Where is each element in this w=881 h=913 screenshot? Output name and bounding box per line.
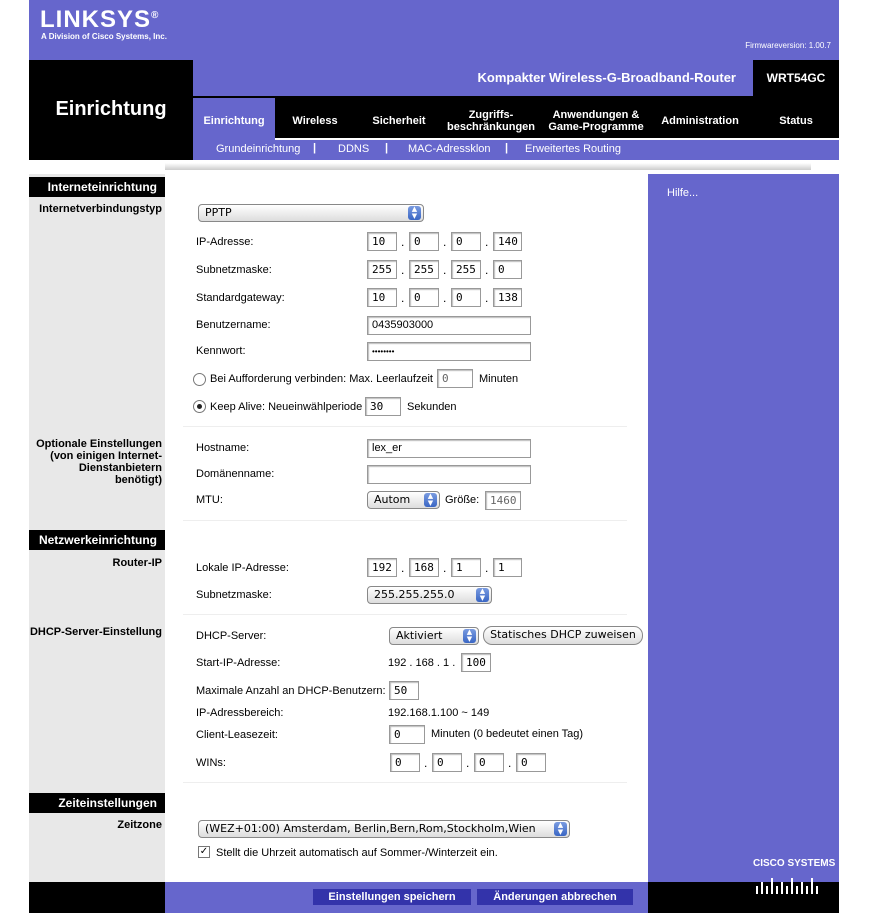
tab-einrichtung[interactable]: Einrichtung <box>203 115 265 127</box>
dhcp-server-select[interactable]: Aktiviert ▲ ▼ <box>389 627 479 645</box>
ip-octet-4[interactable]: 140 <box>493 232 522 251</box>
start-ip-label: Start-IP-Adresse: <box>196 657 281 669</box>
gw-octet-4[interactable]: 138 <box>493 288 522 307</box>
gateway-label: Standardgateway: <box>196 292 285 304</box>
cisco-bars-icon <box>756 872 822 896</box>
page-title: Einrichtung <box>55 98 167 120</box>
tab-anwendungen[interactable]: Anwendungen & Game-Programme <box>548 109 644 133</box>
dst-label: Stellt die Uhrzeit automatisch auf Sommer-/Winterzeit ein. <box>216 847 498 859</box>
mask-octet-1[interactable]: 255 <box>367 260 397 279</box>
wins-octet-3[interactable]: 0 <box>474 753 504 772</box>
gw-octet-1[interactable]: 10 <box>367 288 397 307</box>
local-ip-octet-2[interactable]: 168 <box>409 558 439 577</box>
mtu-size-input[interactable]: 1460 <box>485 491 521 510</box>
local-ip-label: Lokale IP-Adresse: <box>196 562 289 574</box>
divider <box>183 614 627 615</box>
on-demand-label: Bei Aufforderung verbinden: Max. Leerlaufzeit <box>210 373 433 385</box>
keep-alive-label: Keep Alive: Neueinwählperiode <box>210 401 363 413</box>
subtab-grundeinrichtung[interactable]: Grundeinrichtung <box>216 143 301 155</box>
footer-left <box>29 882 165 913</box>
divider <box>183 426 627 427</box>
dhcp-section-label: DHCP-Server-Einstellung <box>29 626 162 638</box>
tab-sicherheit[interactable]: Sicherheit <box>372 115 426 127</box>
max-users-label: Maximale Anzahl an DHCP-Benutzern: <box>196 685 386 697</box>
start-ip-last-octet[interactable]: 100 <box>461 653 491 672</box>
firmware-version: Firmwareversion: 1.00.7 <box>745 41 831 50</box>
mask-label: Subnetzmaske: <box>196 264 272 276</box>
chevron-updown-icon: ▲ ▼ <box>408 206 421 220</box>
local-ip-octet-4[interactable]: 1 <box>493 558 522 577</box>
dst-checkbox[interactable]: ✓ <box>199 846 209 857</box>
ip-label: IP-Adresse: <box>196 236 254 248</box>
left-column <box>29 174 165 882</box>
redial-period-unit: Sekunden <box>407 401 457 413</box>
gw-octet-2[interactable]: 0 <box>409 288 439 307</box>
wins-label: WINs: <box>196 757 226 769</box>
hostname-input[interactable]: lex_er <box>367 439 531 458</box>
model-name: WRT54GC <box>766 71 826 85</box>
mtu-label: MTU: <box>196 494 223 506</box>
local-mask-label: Subnetzmaske: <box>196 589 272 601</box>
conn-type-select[interactable]: PPTP ▲ ▼ <box>198 204 424 222</box>
save-button[interactable]: Einstellungen speichern <box>313 889 471 905</box>
domain-input[interactable] <box>367 465 531 484</box>
help-link[interactable]: Hilfe... <box>667 187 699 199</box>
ip-octet-2[interactable]: 0 <box>409 232 439 251</box>
subtab-divider: | <box>385 142 389 154</box>
timezone-label: Zeitzone <box>117 819 162 831</box>
lease-input[interactable]: 0 <box>389 725 425 744</box>
section-time-header: Zeiteinstellungen <box>29 793 165 813</box>
cisco-logo: CISCO SYSTEMS <box>753 858 836 869</box>
conn-type-label: Internetverbindungstyp <box>39 203 162 215</box>
lease-label: Client-Leasezeit: <box>196 729 278 741</box>
mask-octet-3[interactable]: 255 <box>451 260 481 279</box>
tab-status[interactable]: Status <box>779 115 813 127</box>
subtab-divider: | <box>313 142 317 154</box>
optional-settings-label: Optionale Einstellungen (von einigen Internet- Dienstanbietern benötigt) <box>36 438 162 486</box>
start-ip-prefix: 192 . 168 . 1 . <box>388 657 456 669</box>
brand-tagline: A Division of Cisco Systems, Inc. <box>41 32 167 41</box>
dhcp-server-label: DHCP-Server: <box>196 630 267 642</box>
product-name: Kompakter Wireless-G-Broadband-Router <box>477 70 736 85</box>
tab-wireless[interactable]: Wireless <box>292 115 338 127</box>
hostname-label: Hostname: <box>196 442 250 454</box>
router-ip-label: Router-IP <box>112 557 162 569</box>
local-mask-select[interactable]: 255.255.255.0 ▲ ▼ <box>367 586 492 604</box>
password-label: Kennwort: <box>196 345 246 357</box>
tab-administration[interactable]: Administration <box>661 115 739 127</box>
linksys-logo: LINKSYS® <box>40 6 160 33</box>
domain-label: Domänenname: <box>196 468 275 480</box>
chevron-updown-icon: ▲ ▼ <box>424 493 437 507</box>
timezone-select[interactable]: (WEZ+01:00) Amsterdam, Berlin,Bern,Rom,Stockholm,Wien ▲ ▼ <box>198 820 570 838</box>
subtab-mac[interactable]: MAC-Adressklon <box>408 143 491 155</box>
subtab-routing[interactable]: Erweitertes Routing <box>525 143 621 155</box>
ip-range-label: IP-Adressbereich: <box>196 707 284 719</box>
local-ip-octet-3[interactable]: 1 <box>451 558 481 577</box>
ip-octet-3[interactable]: 0 <box>451 232 481 251</box>
wins-octet-4[interactable]: 0 <box>516 753 546 772</box>
mask-octet-4[interactable]: 0 <box>493 260 522 279</box>
section-internet-header: Interneteinrichtung <box>29 177 165 197</box>
ip-range-value: 192.168.1.100 ~ 149 <box>388 707 490 719</box>
cancel-button[interactable]: Änderungen abbrechen <box>477 889 633 905</box>
shadow-strip <box>165 163 811 170</box>
static-dhcp-button[interactable]: Statisches DHCP zuweisen <box>483 626 643 645</box>
subtab-ddns[interactable]: DDNS <box>338 143 370 155</box>
section-network-header: Netzwerkeinrichtung <box>29 530 165 550</box>
chevron-updown-icon: ▲ ▼ <box>476 588 489 602</box>
divider <box>183 520 627 521</box>
username-label: Benutzername: <box>196 319 271 331</box>
help-column <box>648 174 839 882</box>
divider <box>183 782 627 783</box>
subtab-divider: | <box>505 142 509 154</box>
idle-time-input[interactable]: 0 <box>437 369 473 388</box>
lease-unit: Minuten (0 bedeutet einen Tag) <box>431 728 584 740</box>
chevron-updown-icon: ▲ ▼ <box>463 629 476 643</box>
size-label: Größe: <box>445 494 480 506</box>
chevron-updown-icon: ▲ ▼ <box>554 822 567 836</box>
redial-period-input[interactable]: 30 <box>365 397 401 416</box>
wins-octet-2[interactable]: 0 <box>432 753 462 772</box>
mask-octet-2[interactable]: 255 <box>409 260 439 279</box>
password-input[interactable]: •••••••• <box>367 342 531 361</box>
gw-octet-3[interactable]: 0 <box>451 288 481 307</box>
local-ip-octet-1[interactable]: 192 <box>367 558 397 577</box>
tab-zugriff[interactable]: Zugriffs- beschränkungen <box>446 109 536 133</box>
mtu-select[interactable]: Autom ▲ ▼ <box>367 491 440 509</box>
idle-time-unit: Minuten <box>479 373 519 385</box>
on-demand-radio[interactable] <box>193 373 206 386</box>
keep-alive-radio[interactable] <box>193 400 206 413</box>
wins-octet-1[interactable]: 0 <box>390 753 420 772</box>
ip-octet-1[interactable]: 10 <box>367 232 397 251</box>
username-input[interactable]: 0435903000 <box>367 316 531 335</box>
max-users-input[interactable]: 50 <box>389 681 419 700</box>
